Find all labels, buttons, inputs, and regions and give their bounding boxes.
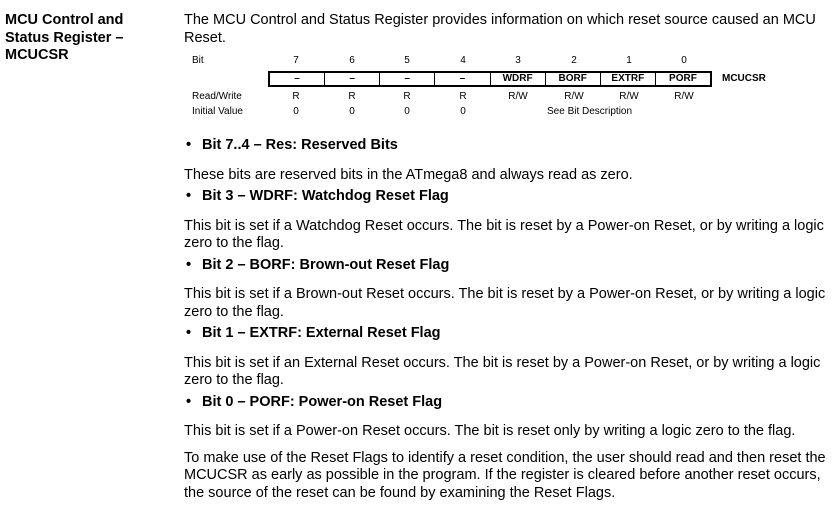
section-heading: • Bit 0 – PORF: Power-on Reset Flag (186, 393, 443, 410)
rw-value: R/W (564, 91, 584, 102)
rw-value: R (292, 91, 300, 102)
initial-value: 0 (293, 106, 299, 117)
field-bit-6: – (325, 73, 380, 85)
section-title-line-2: Status Register – (5, 29, 124, 46)
initial-value: 0 (460, 106, 466, 117)
field-bit-7: – (270, 73, 325, 85)
section-heading: • Bit 3 – WDRF: Watchdog Reset Flag (186, 188, 449, 204)
read-write-label: Read/Write (192, 91, 242, 102)
rw-value: R/W (508, 91, 528, 102)
rw-value: R (403, 91, 411, 102)
bit-number: 2 (571, 55, 577, 66)
initial-value-note: See Bit Description (547, 106, 633, 117)
field-bit-4: – (435, 73, 490, 85)
bit-number: 1 (626, 55, 632, 66)
field-porf: PORF (669, 73, 697, 84)
heading-text: Bit 1 – EXTRF: External Reset Flag (202, 325, 441, 341)
bit-number: 6 (349, 55, 355, 66)
main-content (184, 12, 834, 502)
rw-value: R/W (674, 91, 694, 102)
rw-value: R/W (619, 91, 639, 102)
heading-text: Bit 2 – BORF: Brown-out Reset Flag (202, 256, 450, 273)
heading-text: Bit 7..4 – Res: Reserved Bits (202, 137, 398, 153)
register-diagram (184, 55, 834, 127)
bit-number: 0 (681, 55, 687, 66)
rw-value: R (348, 91, 356, 102)
field-bit-5: – (380, 73, 435, 85)
field-borf: BORF (546, 73, 601, 85)
section-heading: • Bit 7..4 – Res: Reserved Bits (186, 137, 398, 153)
register-fields (268, 71, 712, 87)
section-title-line-1: MCU Control and (5, 12, 124, 28)
section-heading: • Bit 1 – EXTRF: External Reset Flag (186, 325, 441, 341)
initial-value: 0 (404, 106, 410, 117)
initial-value-label: Initial Value (192, 106, 243, 117)
section-paragraph: This bit is set if a Brown-out Reset occurs. The bit is reset by a Power-on Reset, or by writing a logic zero to the flag. (184, 286, 826, 320)
intro-paragraph: The MCU Control and Status Register provides information on which reset source caused an MCU Reset. (184, 12, 816, 46)
bit-number: 3 (515, 55, 521, 66)
bit-number: 5 (404, 55, 410, 66)
bit-number: 4 (460, 55, 466, 66)
section-heading: • Bit 2 – BORF: Brown-out Reset Flag (186, 256, 450, 273)
bit-label: Bit (192, 55, 204, 66)
bit-number: 7 (293, 55, 299, 66)
initial-value: 0 (349, 106, 355, 117)
closing-paragraph: To make use of the Reset Flags to identify a reset condition, the user should read and then reset the MCUCSR as early as possible in the program. If the register is cleared before another reset occurs, the source of the reset can be found by examining the Reset Flags. (184, 449, 826, 501)
heading-text: Bit 0 – PORF: Power-on Reset Flag (202, 393, 443, 410)
section-paragraph: These bits are reserved bits in the ATmega8 and always read as zero. (184, 166, 633, 183)
section-paragraph: This bit is set if a Power-on Reset occurs. The bit is reset only by writing a logic zero to the flag. (184, 423, 796, 439)
field-extrf: EXTRF (601, 73, 656, 85)
section-title-line-3: MCUCSR (5, 47, 69, 63)
heading-text: Bit 3 – WDRF: Watchdog Reset Flag (202, 188, 449, 204)
field-wdrf: WDRF (491, 73, 546, 85)
section-paragraph: This bit is set if an External Reset occurs. The bit is reset by a Power-on Reset, or by writing a logic zero to the flag. (184, 354, 821, 388)
section-paragraph: This bit is set if a Watchdog Reset occurs. The bit is reset by a Power-on Reset, or by writing a logic zero to the flag. (184, 217, 824, 251)
register-name: MCUCSR (722, 73, 766, 84)
section-title (5, 12, 165, 65)
rw-value: R (459, 91, 467, 102)
